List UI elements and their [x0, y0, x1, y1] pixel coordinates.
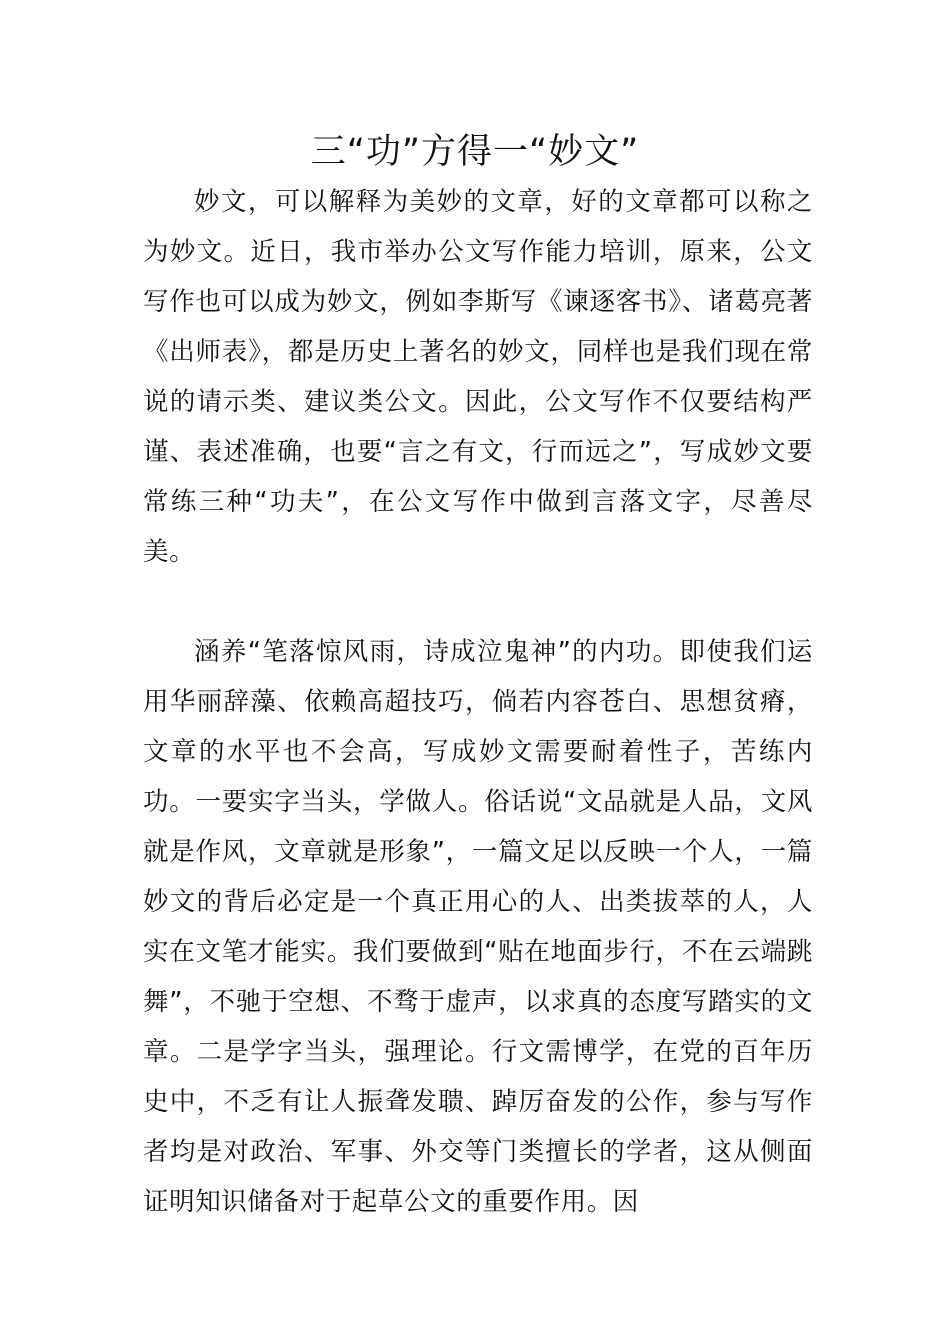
paragraph-intro: 妙文，可以解释为美妙的文章，好的文章都可以称之为妙文。近日，我市举办公文写作能力培训，原来，公文写作也可以成为妙文，例如李斯写《谏逐客书》、诸葛亮著《出师表》，都是历史上著名的妙文，同样也是我们现在常说的请示类、建议类公文。因此，公文写作不仅要结构严谨、表述准确，也要“言之有文，行而远之”，写成妙文要常练三种“功夫”，在公文写作中做到言落文字，尽善尽美。: [143, 187, 813, 567]
paragraph-inner-skill: 涵养“笔落惊风雨，诗成泣鬼神”的内功。即使我们运用华丽辞藻、依赖高超技巧，倘若内容苍白、思想贫瘠，文章的水平也不会高，写成妙文需要耐着性子，苦练内功。一要实字当头，学做人。俗话说“文品就是人品，文风就是作风，文章就是形象”，一篇文足以反映一个人，一篇妙文的背后必定是一个真正用心的人、出类拔萃的人，人实在文笔才能实。我们要做到“贴在地面步行，不在云端跳舞”，不驰于空想、不骛于虚声，以求真的态度写踏实的文章。二是学字当头，强理论。行文需博学，在党的百年历史中，不乏有让人振聋发聩、踔厉奋发的公作，参与写作者均是对政治、军事、外交等门类擅长的学者，这从侧面证明知识储备对于起草公文的重要作用。因: [143, 637, 813, 1217]
document-title: 三“功”方得一“妙文”: [310, 132, 640, 172]
document-body: [143, 177, 813, 1227]
